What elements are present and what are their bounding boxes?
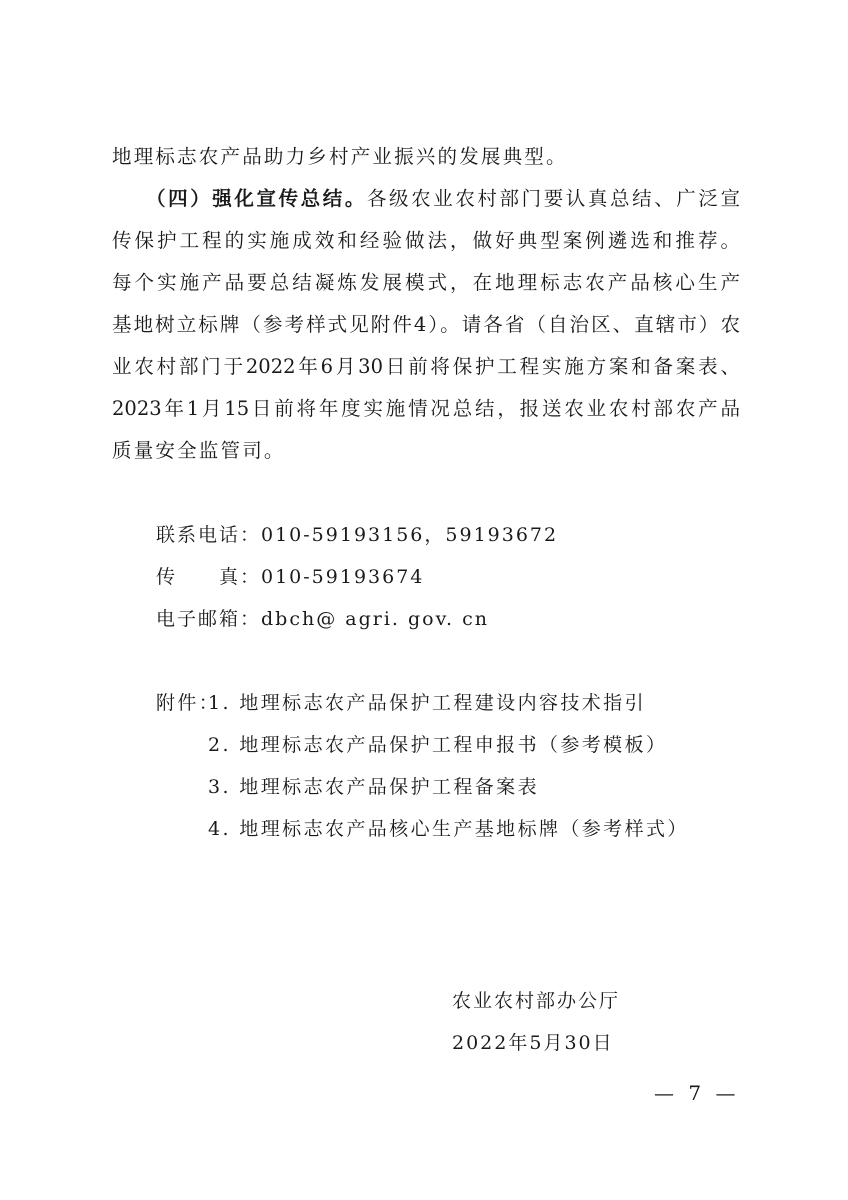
body-line-7: 2023年1月15日前将年度实施情况总结，报送农业农村部农产品 [112, 397, 740, 420]
body-line-2 [146, 184, 740, 214]
issue-date: 2022年5月30日 [452, 1032, 614, 1054]
body-line-8: 质量安全监管司。 [112, 439, 286, 462]
attachment-item-1: 1. 地理标志农产品保护工程建设内容技术指引 [208, 692, 646, 714]
section-heading: （四）强化宣传总结。 [146, 187, 367, 210]
attachment-item-2: 2. 地理标志农产品保护工程申报书（参考模板） [208, 734, 668, 756]
body-line-2-text: 各级农业农村部门要认真总结、广泛宣 [366, 187, 740, 210]
contact-fax: 传 真：010-59193674 [156, 566, 425, 588]
contact-email: 电子邮箱：dbch@ agri. gov. cn [156, 608, 490, 630]
page-number: — 7 — [654, 1081, 740, 1105]
body-line-5: 基地树立标牌（参考样式见附件4）。请各省（自治区、直辖市）农 [112, 313, 740, 336]
attachment-item-4: 4. 地理标志农产品核心生产基地标牌（参考样式） [208, 818, 689, 840]
body-line-1: 地理标志农产品助力乡村产业振兴的发展典型。 [112, 145, 568, 168]
attachment-item-3: 3. 地理标志农产品保护工程备案表 [208, 776, 539, 798]
body-line-6: 业农村部门于2022年6月30日前将保护工程实施方案和备案表、 [112, 355, 740, 378]
attachments-label: 附件： [156, 692, 221, 714]
body-line-4: 每个实施产品要总结凝炼发展模式，在地理标志农产品核心生产 [112, 271, 740, 294]
issuer: 农业农村部办公厅 [452, 990, 621, 1012]
body-line-3: 传保护工程的实施成效和经验做法，做好典型案例遴选和推荐。 [112, 229, 740, 252]
contact-phone: 联系电话：010-59193156，59193672 [156, 524, 559, 546]
